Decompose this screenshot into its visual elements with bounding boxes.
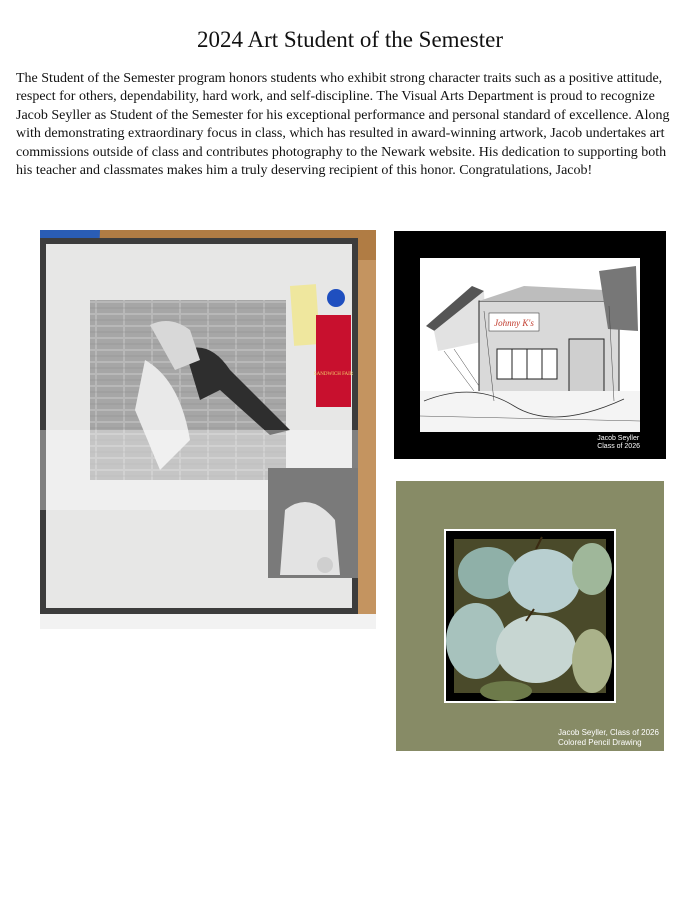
restaurant-caption — [597, 435, 640, 451]
announcement-paragraph: The Student of the Semester program honors students who exhibit strong character traits such as a positive attitude, respect for others, dependability, hard work, and self-discipline. The Visual Arts Department is proud to recognize Jacob Seyller as Student of the Semester for his exceptional performance and personal standard of excellence. Along with demonstrating extraordinary focus in class, which has resulted in award-winning artwork, Jacob undertakes art commissions outside of class and contributes photography to the Newark website. His dedication to supporting both his teacher and classmates makes him a truly deserving recipient of this honor. Congratulations, Jacob! — [16, 71, 670, 179]
restaurant-caption-line-2: Class of 2026 — [597, 443, 640, 450]
restaurant-sign-text: Johnny K's — [494, 318, 534, 328]
pears-caption-line-1: Jacob Seyller, Class of 2026 — [558, 728, 659, 737]
restaurant-drawing — [394, 231, 666, 459]
ribbon-text: SANDWICH FAIR — [313, 372, 354, 377]
pears-caption-line-2: Colored Pencil Drawing — [558, 738, 642, 747]
restaurant-caption-line-1: Jacob Seyller — [597, 435, 640, 442]
page-title: 2024 Art Student of the Semester — [197, 27, 503, 52]
pears-caption — [558, 728, 659, 748]
framed-drawing-photo — [40, 230, 376, 629]
pears-drawing — [396, 481, 664, 751]
